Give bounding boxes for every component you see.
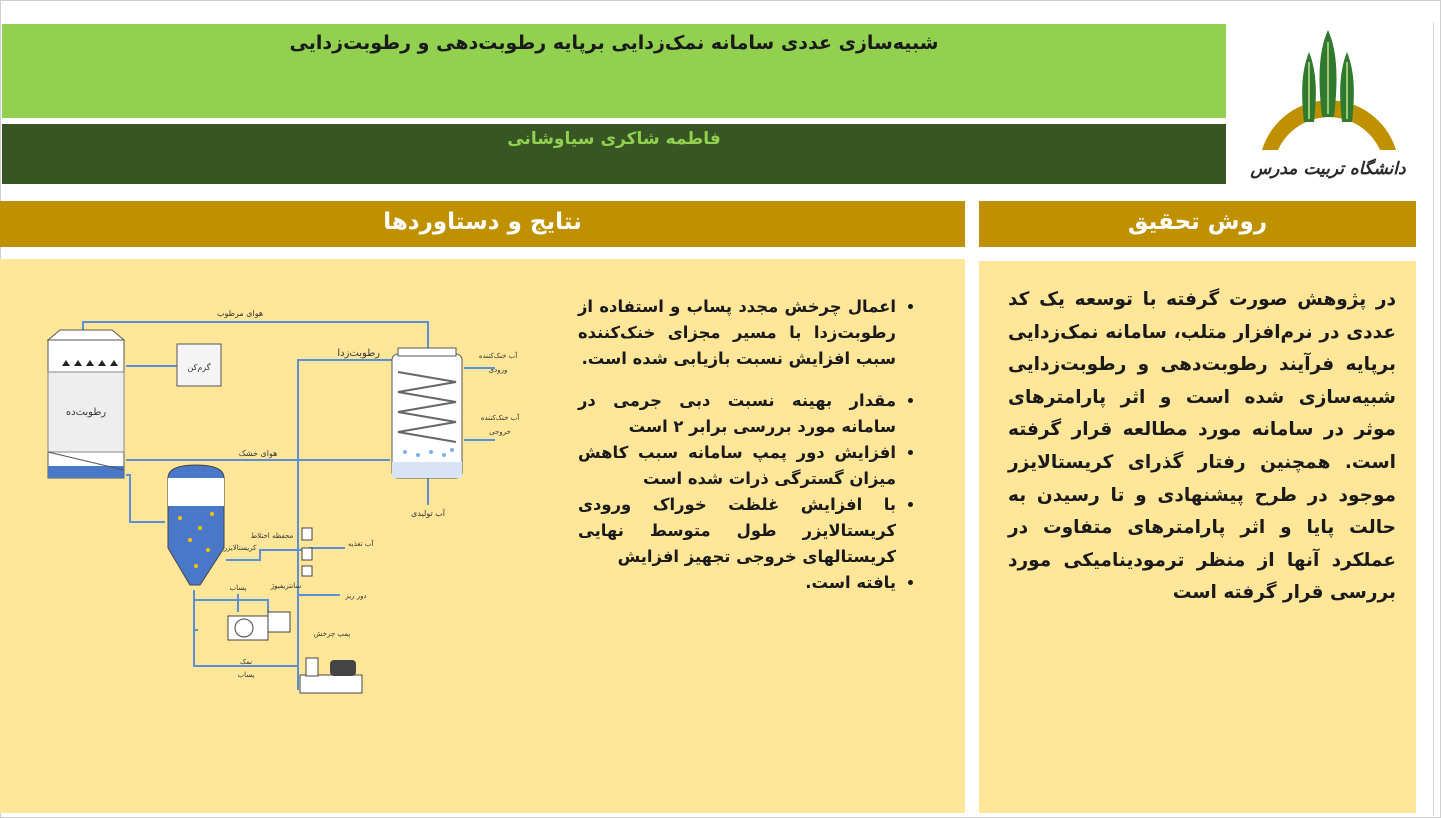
label-heater: گرم‌کن	[187, 363, 211, 372]
label-humid-air: هوای مرطوب	[216, 309, 264, 318]
label-drain: دور ریز	[345, 592, 367, 600]
poster-title: شبیه‌سازی عددی سامانه نمک‌زدایی برپایه رطوبت‌دهی و رطوبت‌زدایی	[289, 32, 939, 54]
author-banner	[2, 124, 1226, 184]
method-body: در پژوهش صورت گرفته با توسعه یک کد عددی در نرم‌افزار متلب، سامانه نمک‌زدایی برپایه فرآیند رطوبت‌دهی و رطوبت‌زدایی شبیه‌سازی شده است و اثر پارامترهای موثر در سامانه مورد مطالعه قرار گرفته است. همچنین رفتار گذرای کریستالایزر موجود در طرح پیشنهادی و تا رسیدن به حالت پایا و اثر پارامترهای متفاوت در عملکرد آنها از منظر ترمودینامیکی مورد بررسی قرار گرفته است	[1008, 289, 1396, 604]
result-bullet: • افزایش دور پمپ سامانه سبب کاهش میزان گسترگی ذرات شده است	[578, 440, 896, 492]
title-banner	[2, 24, 1226, 118]
results-heading: نتایج و دستاوردها	[0, 201, 965, 247]
result-bullet: • اعمال چرخش مجدد پساب و استفاده از رطوبت‌زدا با مسیر مجزای خنک‌کننده سبب افزایش نسبت بازیابی شده است.	[578, 294, 896, 372]
humidifier-tower	[48, 330, 124, 478]
process-diagram	[40, 300, 540, 705]
label-coolant-in-1: آب خنک‌کننده	[478, 352, 518, 360]
label-centrifuge: سانتریفیوژ	[270, 582, 302, 590]
result-bullet: • مقدار بهینه نسبت دبی جرمی در سامانه مورد بررسی برابر ۲ است	[578, 388, 896, 440]
centrifuge-unit	[228, 612, 290, 640]
label-coolant-out-2: خروجی	[489, 428, 511, 436]
result-bullet: • با افزایش غلظت خوراک ورودی کریستالایزر طول متوسط نهایی کریستالهای خروجی تجهیز افزایش	[578, 492, 896, 570]
label-feed-water: آب تغذیه	[348, 540, 374, 548]
label-coolant-in-2: ورودی	[488, 366, 508, 374]
label-coolant-out-1: آب خنک‌کننده	[480, 414, 520, 422]
label-salt: نمک	[239, 658, 253, 666]
results-list	[578, 294, 918, 596]
university-logo	[1248, 22, 1408, 187]
author-name: فاطمه شاکری سیاوشانی	[507, 129, 721, 149]
method-heading: روش تحقیق	[979, 201, 1416, 247]
right-edge-line	[1433, 22, 1434, 816]
label-dehumidifier: رطوبت‌زدا	[337, 348, 380, 359]
label-mixing-chamber: محفظه اختلاط	[250, 532, 294, 540]
result-bullet: • یافته است.	[578, 570, 896, 596]
recirculation-pump	[300, 658, 362, 693]
label-recirc-pump: پمپ چرخش	[313, 630, 351, 638]
label-brine: پساب	[229, 584, 247, 592]
crystallizer-tank	[168, 465, 224, 585]
logo-text: دانشگاه تربیت مدرس	[1250, 159, 1406, 179]
label-crystallizer: کریستالایزر	[223, 544, 257, 552]
label-humidifier: رطوبت‌ده	[65, 407, 107, 418]
label-brine-2: پساب	[237, 671, 255, 679]
dehumidifier-column	[392, 348, 462, 478]
label-product-water: آب تولیدی	[411, 509, 445, 518]
label-dry-air: هوای خشک	[238, 449, 278, 458]
